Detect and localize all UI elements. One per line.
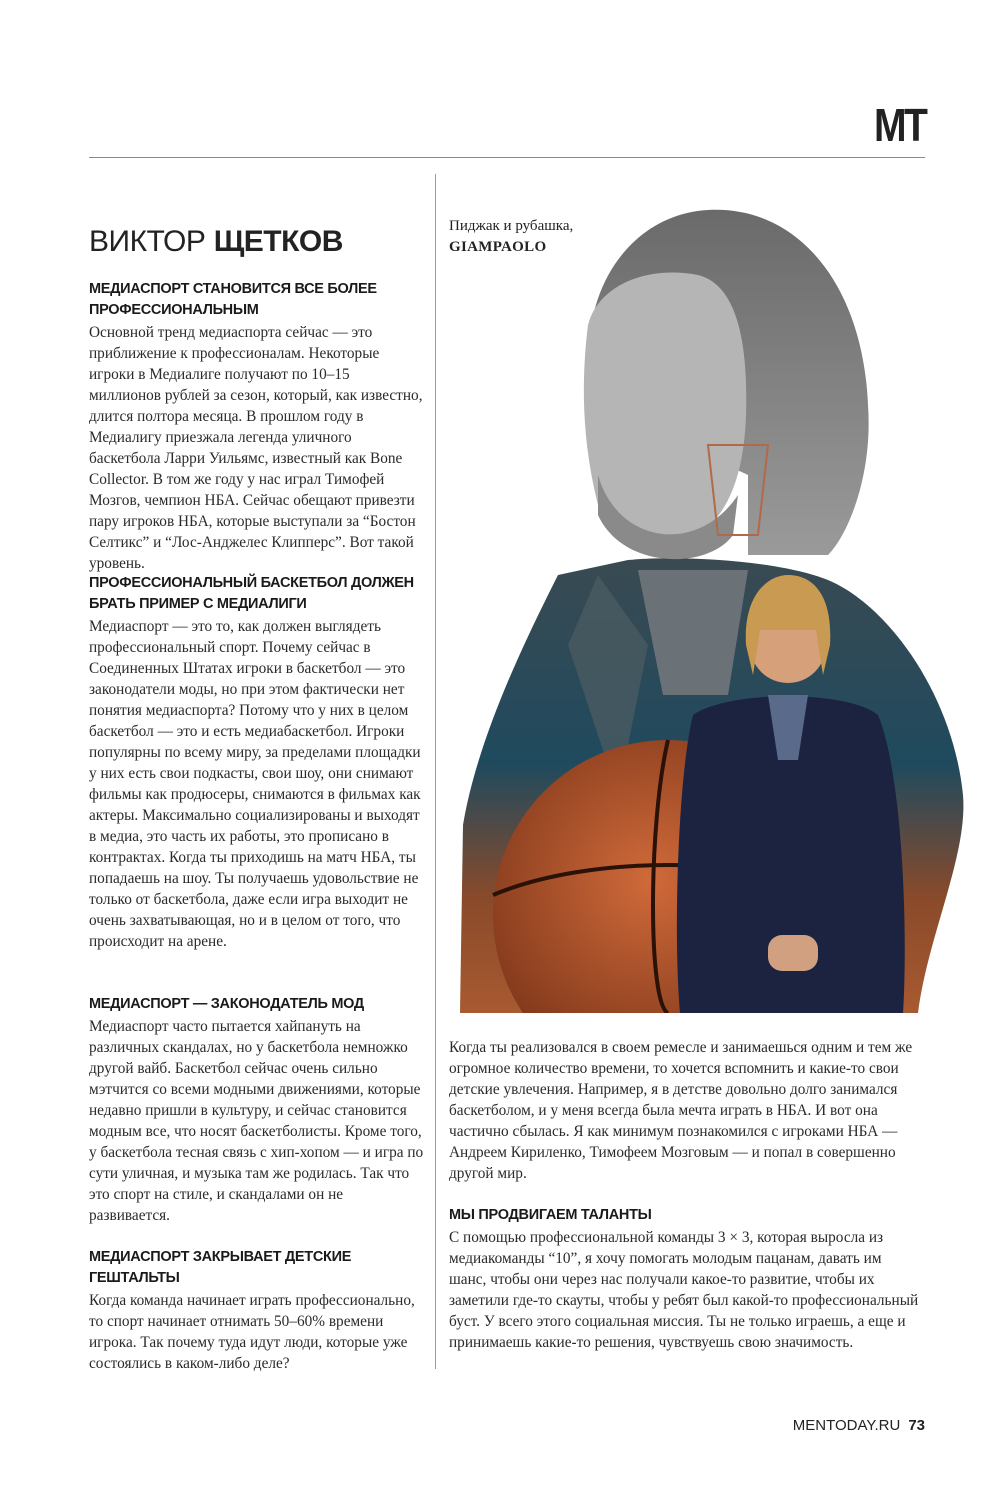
section-heading: ПРОФЕССИОНАЛЬНЫЙ БАСКЕТБОЛ ДОЛЖЕН БРАТЬ ПРИМЕР С МЕДИАЛИГИ xyxy=(89,575,414,612)
section-text: Основной тренд медиаспорта сейчас — это приближение к профессионалам. Некоторые игроки в Медиалиге получают по 10–15 миллионов рублей за сезон, который, как известно, длится полтора месяца. В прошлом году в Медиалигу приезжала легенда уличного баскетбола Ларри Уильямс, известный как Bone Collector. В том же году у нас играл Тимофей Мозгов, чемпион НБА. Сейчас обещают привезти пару игроков НБА, которые выступали за “Бостон Селтикс” и “Лос-Анджелес Клипперс”. Вот такой уровень. xyxy=(89,324,423,572)
section-heading: МЕДИАСПОРТ ЗАКРЫВАЕТ ДЕТСКИЕ ГЕШТАЛЬТЫ xyxy=(89,1249,352,1286)
page-footer xyxy=(793,1415,925,1437)
caption-line: Пиджак и рубашка, xyxy=(449,218,574,234)
section-heading: МЫ ПРОДВИГАЕМ ТАЛАНТЫ xyxy=(449,1207,652,1223)
section-3 xyxy=(89,994,425,1226)
section-heading: МЕДИАСПОРТ — ЗАКОНОДАТЕЛЬ МОД xyxy=(89,996,364,1012)
header-divider xyxy=(89,157,925,158)
magazine-logo: MT xyxy=(874,99,926,151)
section-1 xyxy=(89,279,425,574)
right-intro-text: Когда ты реализовался в своем ремесле и занимаешься одним и тем же огромное количество времени, то хочется вспомнить и какие-то свои детские увлечения. Например, я в детстве довольно долго занимался баскетболом, и у меня всегда была мечта играть в НБА. И вот она частично сбылась. Я как минимум познакомился с игроками НБА — Андреем Кириленко, Тимофеем Мозговым — и попал в совершенно другой мир. xyxy=(449,1039,913,1182)
title-last-name: ЩЕТКОВ xyxy=(213,225,343,258)
section-heading: МЕДИАСПОРТ СТАНОВИТСЯ ВСЕ БОЛЕЕ ПРОФЕССИОНАЛЬНЫМ xyxy=(89,281,377,318)
portrait-photo-collage xyxy=(448,175,978,1013)
section-text: С помощью профессиональной команды 3 × 3, которая выросла из медиакоманды “10”, я хочу помогать молодым пацанам, давать им шанс, чтобы они через нас получали какое-то развитие, чтобы их заметили где-то скауты, чтобы у ребят был какой-то профессиональный буст. У всего этого социальная миссия. Ты не только играешь, а еще и принимаешь какие-то решения, чувствуешь свою значимость. xyxy=(449,1229,919,1351)
column-divider xyxy=(435,174,436,1369)
section-text: Медиаспорт — это то, как должен выглядеть профессиональный спорт. Почему сейчас в Соединенных Штатах игроки в баскетбол — это законодатели моды, но при этом фактически нет понятия медиаспорта? Потому что у них в целом баскетбол — это и есть медиабаскетбол. Игроки популярны по всему миру, за пределами площадки у них есть свои подкасты, свои шоу, они снимают фильмы как продюсеры, снимаются в фильмах как актеры. Максимально социализированы и выходят в медиа, это часть их работы, это прописано в контрактах. Когда ты приходишь на матч НБА, ты попадаешь на шоу. Ты получаешь удовольствие не только от баскетбола, даже если игра выходит не очень захватывающая, но и в целом от того, что происходит на арене. xyxy=(89,618,421,950)
section-4 xyxy=(89,1247,425,1374)
title-first-name: ВИКТОР xyxy=(89,225,206,258)
footer-site: MENTODAY.RU xyxy=(792,1417,901,1434)
caption-brand: GIAMPAOLO xyxy=(449,239,547,255)
article-title xyxy=(89,224,343,260)
right-section xyxy=(449,1205,919,1353)
photo-caption xyxy=(449,216,609,258)
right-intro xyxy=(449,1037,919,1184)
section-text: Медиаспорт часто пытается хайпануть на различных скандалах, но у баскетбола немножко другой вайб. Баскетбол сейчас очень сильно мэтчится со всеми модными движениями, которые недавно пришли в культуру, и сейчас становится модным все, что носят баскетболисты. Кроме того, у баскетбола тесная связь с хип-хопом — и игра по сути уличная, и музыка там же родилась. Так что это спорт на стиле, и скандалами он не развивается. xyxy=(89,1018,424,1224)
page-number: 73 xyxy=(908,1417,925,1434)
section-2 xyxy=(89,573,425,952)
section-text: Когда команда начинает играть профессионально, то спорт начинает отнимать 50–60% времени игрока. Так почему туда идут люди, которые уже состоялись в каком-либо деле? xyxy=(89,1292,415,1372)
man-hands xyxy=(768,935,818,971)
